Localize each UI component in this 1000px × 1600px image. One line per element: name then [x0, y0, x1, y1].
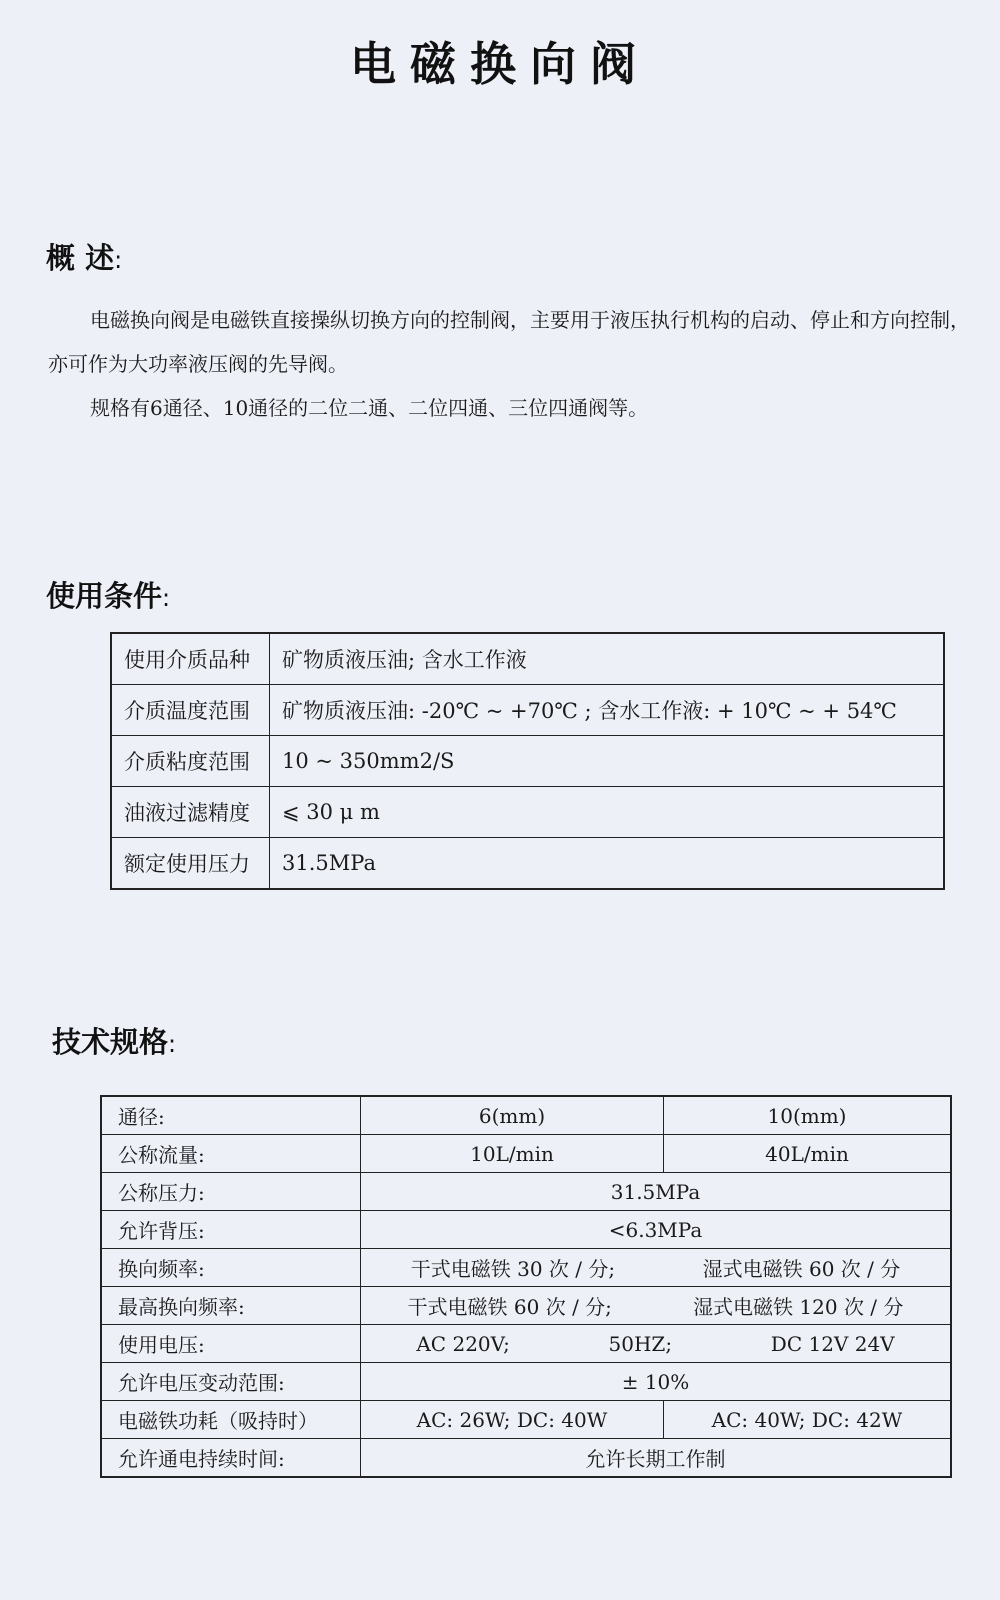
specs-table — [100, 1095, 952, 1478]
spec-label: 电磁铁功耗（吸持时） — [101, 1401, 361, 1439]
table-row — [101, 1211, 951, 1249]
condition-label: 使用介质品种 — [111, 633, 270, 685]
specs-heading — [52, 1020, 176, 1061]
conditions-table — [110, 632, 945, 890]
overview-heading — [46, 236, 122, 277]
specs-heading-colon: : — [168, 1030, 177, 1058]
spec-label: 允许电压变动范围: — [101, 1363, 361, 1401]
conditions-heading-text: 使用条件 — [46, 579, 163, 613]
condition-label: 介质粘度范围 — [111, 736, 270, 787]
table-row — [101, 1363, 951, 1401]
spec-value: 10L/min — [361, 1135, 664, 1173]
spec-label: 公称压力: — [101, 1173, 361, 1211]
condition-value: 矿物质液压油; 含水工作液 — [270, 633, 945, 685]
spec-label: 最高换向频率: — [101, 1287, 361, 1325]
spec-value-dry: 干式电磁铁 60 次 / 分; — [407, 1295, 612, 1319]
conditions-heading-colon: : — [162, 584, 171, 612]
condition-value: 10 ~ 350mm2/S — [270, 736, 945, 787]
table-row — [101, 1096, 951, 1135]
table-row — [101, 1439, 951, 1478]
table-row — [101, 1325, 951, 1363]
table-row — [101, 1249, 951, 1287]
spec-value — [361, 1325, 952, 1363]
conditions-heading — [46, 574, 170, 615]
spec-value: <6.3MPa — [361, 1211, 952, 1249]
spec-value: 40L/min — [664, 1135, 952, 1173]
table-row — [111, 787, 944, 838]
condition-label: 额定使用压力 — [111, 838, 270, 890]
spec-value: 允许长期工作制 — [361, 1439, 952, 1478]
condition-label: 介质温度范围 — [111, 685, 270, 736]
table-row — [101, 1173, 951, 1211]
spec-value: 6(mm) — [361, 1096, 664, 1135]
table-row — [101, 1287, 951, 1325]
condition-label: 油液过滤精度 — [111, 787, 270, 838]
table-row — [101, 1401, 951, 1439]
condition-value: ⩽ 30 μ m — [270, 787, 945, 838]
spec-value-wet: 湿式电磁铁 120 次 / 分 — [693, 1295, 904, 1319]
table-row — [111, 736, 944, 787]
spec-label: 允许背压: — [101, 1211, 361, 1249]
spec-value: AC: 26W; DC: 40W — [361, 1401, 664, 1439]
spec-value-dry: 干式电磁铁 30 次 / 分; — [410, 1257, 616, 1281]
overview-heading-text: 概 述 — [46, 241, 115, 275]
spec-value: 10(mm) — [664, 1096, 952, 1135]
specs-heading-text: 技术规格 — [52, 1025, 169, 1059]
spec-value-dc: DC 12V 24V — [770, 1331, 895, 1356]
overview-paragraph-1: 电磁换向阀是电磁铁直接操纵切换方向的控制阀，主要用于液压执行机构的启动、停止和方向控制，亦可作为大功率液压阀的先导阀。 — [48, 308, 970, 376]
table-row — [101, 1135, 951, 1173]
spec-label: 允许通电持续时间: — [101, 1439, 361, 1478]
spec-label: 通径: — [101, 1096, 361, 1135]
spec-value — [361, 1249, 952, 1287]
spec-value-freq: 50HZ; — [608, 1331, 673, 1356]
table-row — [111, 685, 944, 736]
overview-paragraph-2: 规格有6通径、10通径的二位二通、二位四通、三位四通阀等。 — [90, 396, 649, 420]
spec-label: 使用电压: — [101, 1325, 361, 1363]
condition-value: 矿物质液压油: -20℃ ~ +70℃ ; 含水工作液: + 10℃ ~ + 54℃ — [270, 685, 945, 736]
page-title: 电磁换向阀 — [350, 37, 650, 91]
spec-value-wet: 湿式电磁铁 60 次 / 分 — [702, 1257, 901, 1281]
spec-value — [361, 1287, 952, 1325]
spec-label: 换向频率: — [101, 1249, 361, 1287]
spec-value-ac: AC 220V; — [416, 1331, 510, 1356]
table-row — [111, 838, 944, 890]
spec-label: 公称流量: — [101, 1135, 361, 1173]
condition-value: 31.5MPa — [270, 838, 945, 890]
spec-value: ± 10% — [361, 1363, 952, 1401]
spec-value: 31.5MPa — [361, 1173, 952, 1211]
overview-heading-colon: : — [114, 246, 123, 274]
spec-value: AC: 40W; DC: 42W — [664, 1401, 952, 1439]
table-row — [111, 633, 944, 685]
